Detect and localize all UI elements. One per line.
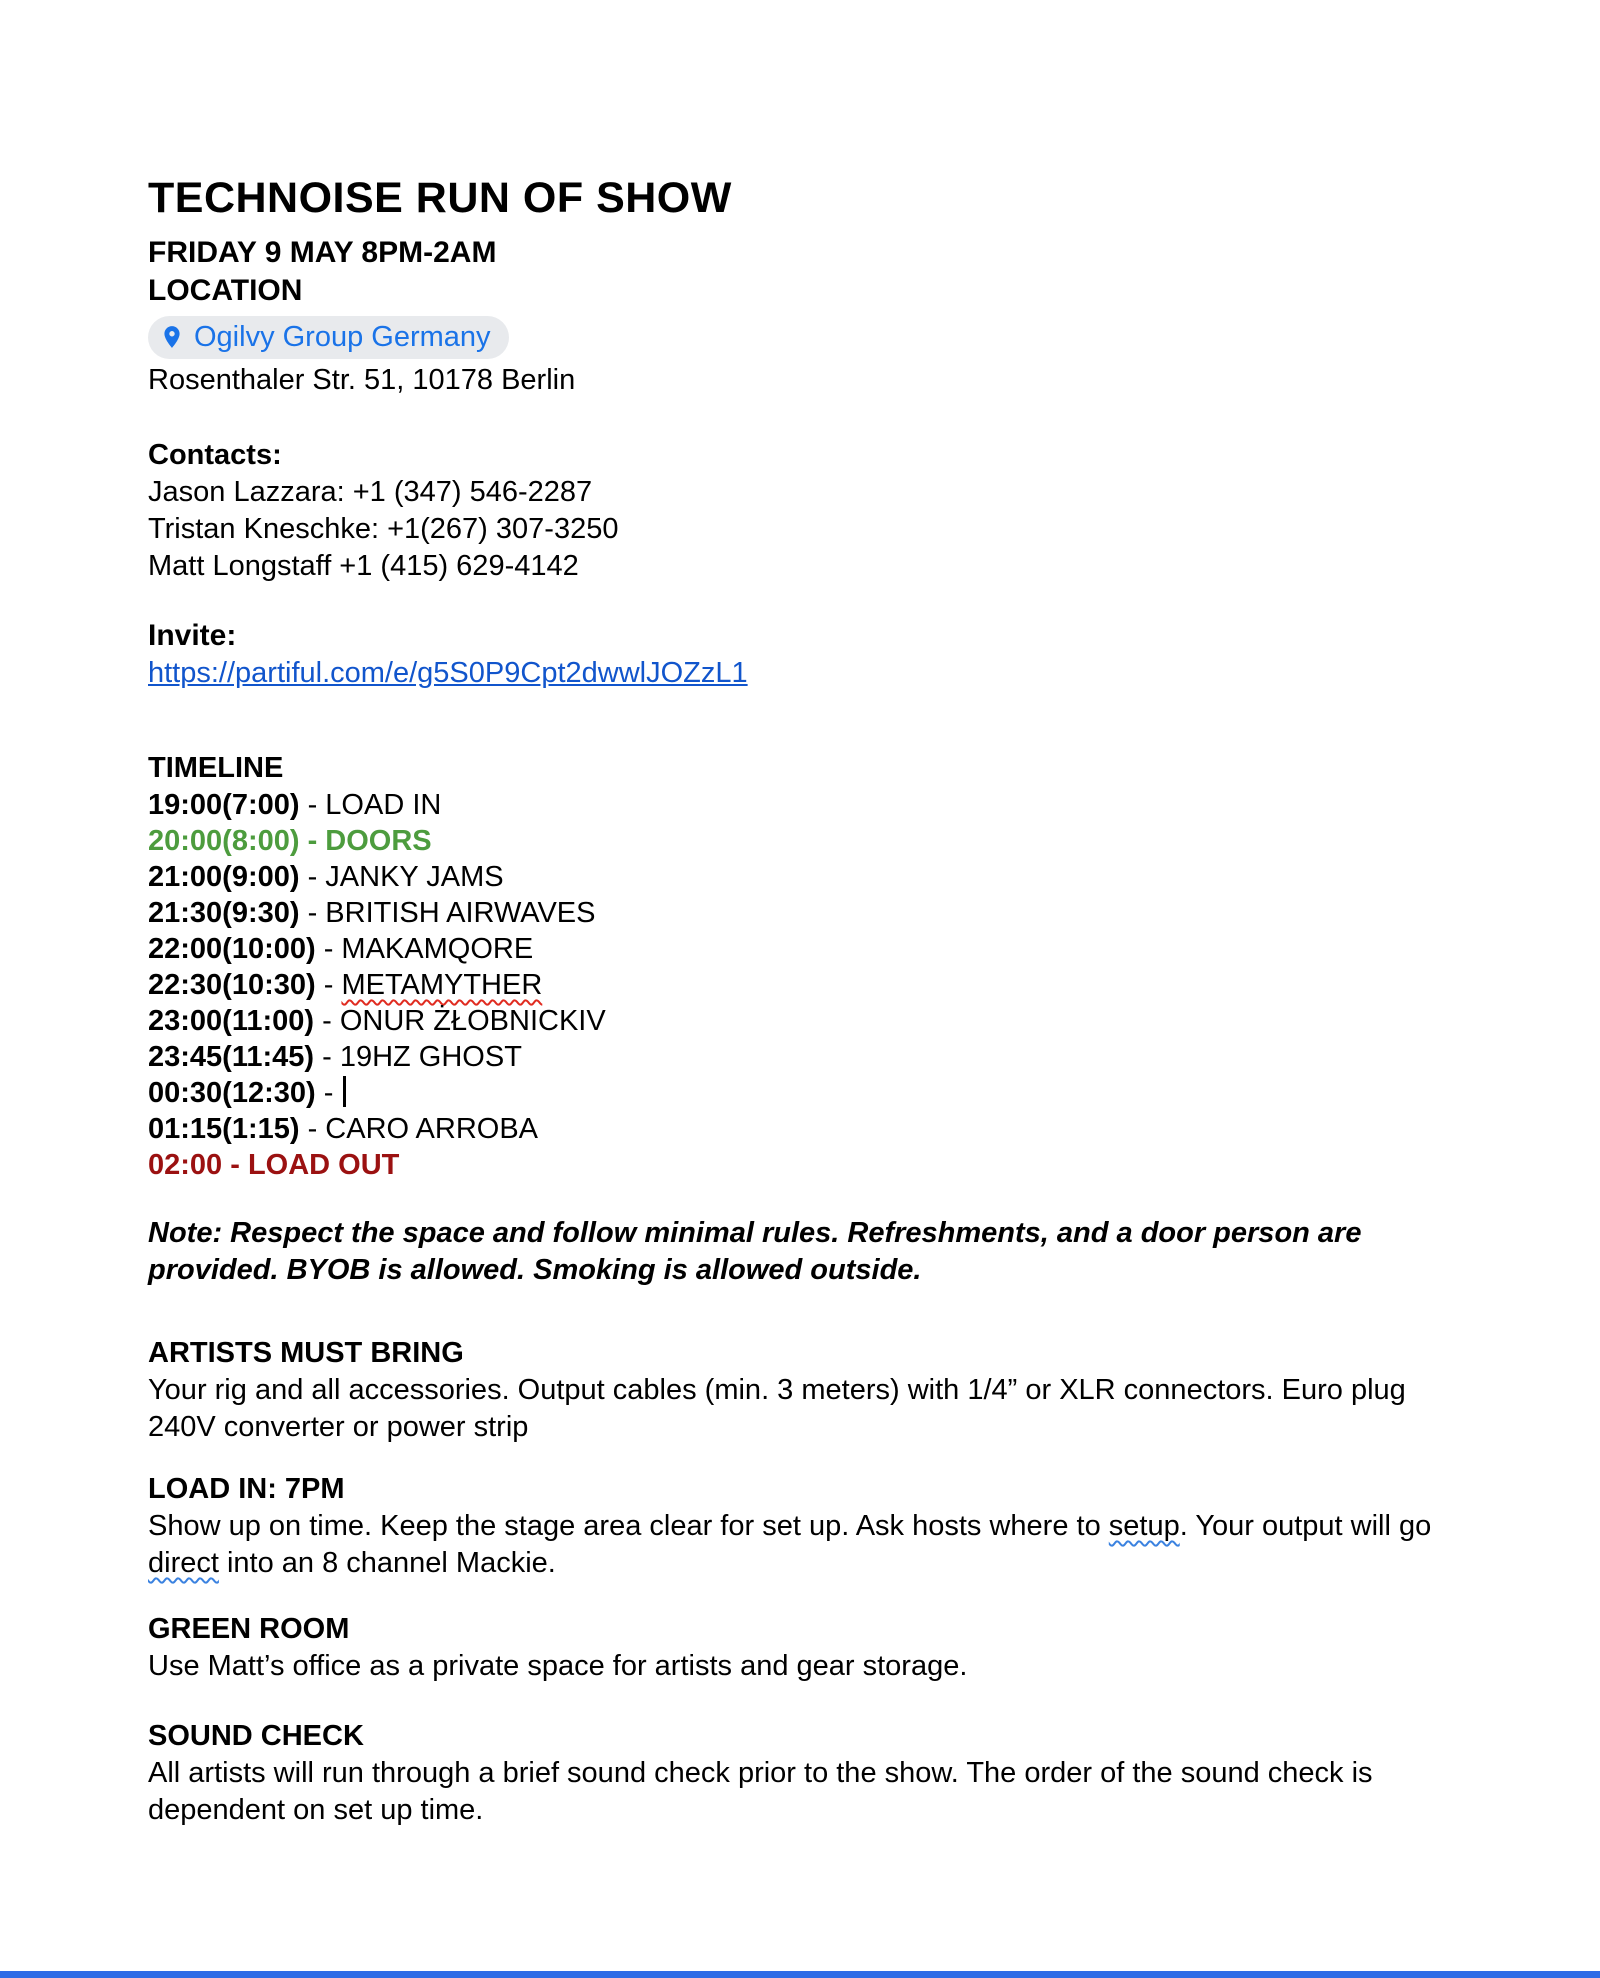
invite-link-line [148,655,1470,692]
timeline-time: 00:30(12:30) [148,1077,316,1109]
timeline-time: 23:00(11:00) [148,1005,315,1037]
doc-title: TECHNOISE RUN OF SHOW [148,174,732,222]
load-in-text: into an 8 channel Mackie. [218,1547,556,1579]
timeline-separator: - [315,969,342,1001]
timeline-entry [148,895,1470,931]
timeline-time: 19:00(7:00) [148,789,300,821]
timeline-act: - 19HZ GHOST [314,1041,522,1073]
timeline-entry [148,787,1470,823]
address-line: Rosenthaler Str. 51, 10178 Berlin [148,364,576,396]
timeline-entry [148,859,1470,895]
contacts-heading: Contacts: [148,439,282,471]
timeline-time: 21:00(9:00) [148,861,300,893]
location-label: LOCATION [148,274,303,307]
green-room-body: Use Matt’s office as a private space for artists and gear storage. [148,1650,968,1682]
timeline-entry [148,1111,1470,1147]
timeline-act: - LOAD IN [299,789,442,821]
doc-date-line: FRIDAY 9 MAY 8PM-2AM [148,236,497,269]
timeline-entry-load-out: 02:00 - LOAD OUT [148,1149,400,1181]
load-in-text: . Your output will go [1179,1510,1440,1542]
timeline-time: 01:15(1:15) [148,1113,300,1145]
location-chip-row [148,314,1470,360]
text-cursor [343,1076,346,1107]
timeline-entry [148,967,1470,1003]
timeline-time: 21:30(9:30) [148,897,300,929]
timeline-time: 22:00(10:00) [148,933,316,965]
note-paragraph: Note: Respect the space and follow minimal rules. Refreshments, and a door person are provided. BYOB is allowed. Smoking is allowed outside. [148,1217,1362,1286]
timeline-act: - MAKAMQORE [315,933,534,965]
timeline-entry-doors: 20:00(8:00) - DOORS [148,825,432,857]
sound-check-heading: SOUND CHECK [148,1720,364,1752]
bottom-accent-bar [0,1971,1600,1978]
timeline-act-misspelled: METAMYTHER [341,969,543,1001]
timeline-entry [148,1039,1470,1075]
timeline-entry [148,931,1470,967]
timeline-act: - CARO ARROBA [299,1113,539,1145]
timeline-entry [148,1003,1470,1039]
invite-link[interactable]: https://partiful.com/e/g5S0P9Cpt2dwwlJOZzL1 [148,657,748,689]
timeline-act: - JANKY JAMS [299,861,504,893]
contact-line: Jason Lazzara: +1 (347) 546-2287 [148,476,593,508]
load-in-flagged-word: direct [148,1547,219,1579]
location-pin-icon [159,324,185,350]
artists-must-bring-body: Your rig and all accessories. Output cables (min. 3 meters) with 1/4” or XLR connectors. Euro plug 240V converter or power strip [148,1374,1414,1443]
load-in-heading: LOAD IN: 7PM [148,1473,345,1505]
invite-heading: Invite: [148,619,237,652]
timeline-entry-with-cursor [148,1075,1470,1111]
timeline-time: 22:30(10:30) [148,969,316,1001]
timeline-act: - BRITISH AIRWAVES [299,897,596,929]
timeline-time: 23:45(11:45) [148,1041,315,1073]
load-in-flagged-word: setup [1108,1510,1180,1542]
load-in-text: Show up on time. Keep the stage area clear for set up. Ask hosts where to [148,1510,1109,1542]
location-chip[interactable] [148,316,509,359]
contact-line: Tristan Kneschke: +1(267) 307-3250 [148,513,619,545]
timeline-heading: TIMELINE [148,752,284,784]
load-in-body [148,1508,1470,1582]
green-room-heading: GREEN ROOM [148,1613,350,1645]
artists-must-bring-heading: ARTISTS MUST BRING [148,1337,464,1369]
contact-line: Matt Longstaff +1 (415) 629-4142 [148,550,579,582]
timeline-separator: - [315,1077,342,1109]
sound-check-body: All artists will run through a brief sound check prior to the show. The order of the sound check is dependent on set up time. [148,1757,1381,1826]
location-chip-label: Ogilvy Group Germany [194,320,491,353]
timeline-act: - ONUR ŻŁOBNICKIV [314,1005,606,1037]
